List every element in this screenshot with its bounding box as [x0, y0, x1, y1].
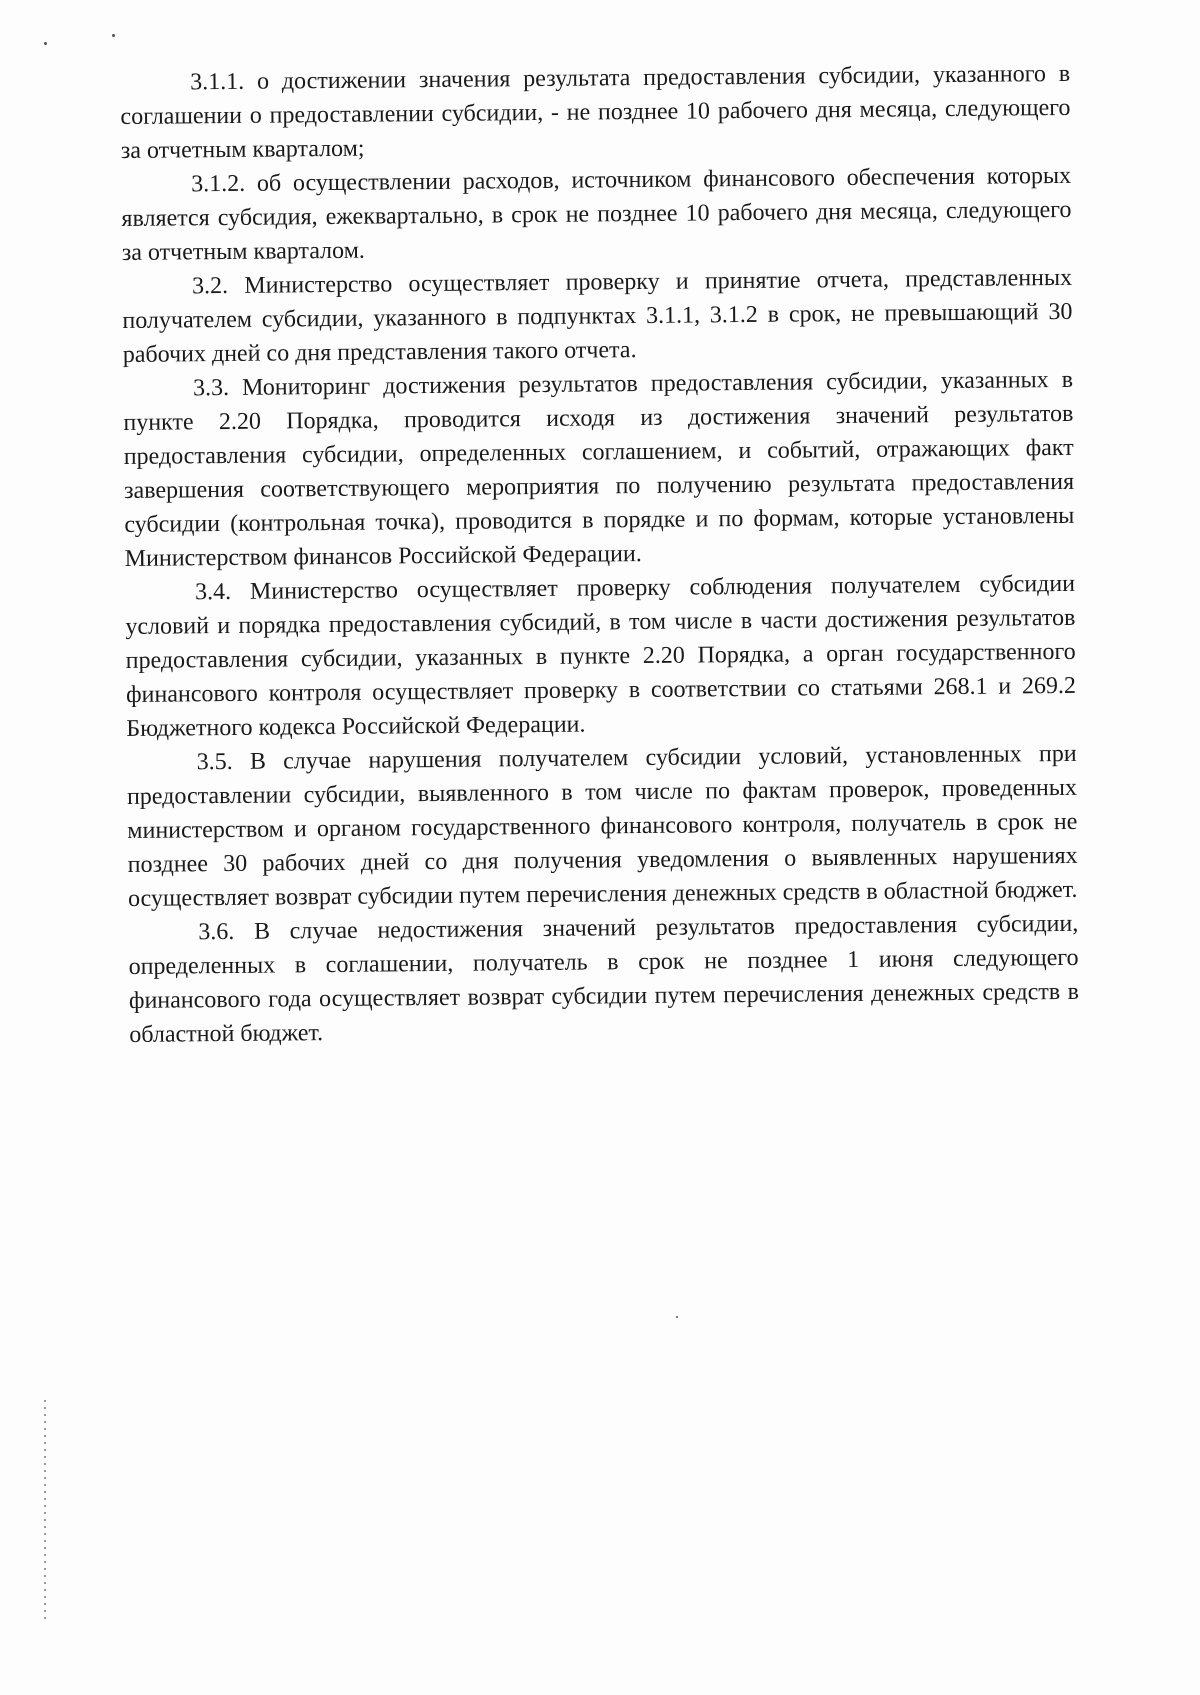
paragraph-3-2: 3.2. Министерство осуществляет проверку и принятие отчета, представленных получателем субсидии, указанного в подпунктах 3.1.1, 3.1.2 в срок, не превышающий 30 рабочих дней со дня представления такого отчета. — [122, 264, 1073, 368]
paragraph-3-1-1: 3.1.1. о достижении значения результата предоставления субсидии, указанного в соглашении о предоставлении субсидии, - не позднее 10 рабочего дня месяца, следующего за отчетным кварталом; — [120, 60, 1071, 164]
document-body — [120, 57, 1079, 1052]
paragraph-3-1-2: 3.1.2. об осуществлении расходов, источником финансового обеспечения которых является субсидия, ежеквартально, в срок не позднее 10 рабочего дня месяца, следующего за отчетным кварталом. — [121, 162, 1072, 266]
scan-speck — [676, 1316, 678, 1318]
paragraph-3-4: 3.4. Министерство осуществляет проверку соблюдения получателем субсидии условий и порядка предоставления субсидий, в том числе в части достижения результатов предоставления субсидии, указанных в пункте 2.20 Порядка, а орган государственного финансового контроля осуществляет проверку в соответствии со статьями 268.1 и 269.2 Бюджетного кодекса Российской Федерации. — [125, 570, 1077, 742]
paragraph-3-3: 3.3. Мониторинг достижения результатов предоставления субсидии, указанных в пункте 2.20 Порядка, проводится исходя из достижения значений результатов предоставления субсидии, определенных соглашением, и событий, отражающих факт завершения соответствующего мероприятия по получению результата предоставления субсидии (контрольная точка), проводится в порядке и по формам, которые установлены Министерством финансов Российской Федерации. — [123, 366, 1075, 572]
scan-speck — [112, 34, 115, 37]
paragraph-3-6: 3.6. В случае недостижения значений результатов предоставления субсидии, определенных в соглашении, получатель в срок не позднее 1 июня следующего финансового года осуществляет возврат субсидии путем перечисления денежных средств в областной бюджет. — [128, 910, 1080, 1048]
paragraph-3-5: 3.5. В случае нарушения получателем субсидии условий, установленных при предоставлении субсидии, выявленного в том числе по фактам проверок, проведенных министерством и органом государственного финансового контроля, получатель в срок не позднее 30 рабочих дней со дня получения уведомления о выявленных нарушениях осуществляет возврат субсидии путем перечисления денежных средств в областной бюджет. — [126, 740, 1078, 912]
scan-margin-artifact — [44, 1400, 46, 1620]
scan-speck — [44, 42, 47, 45]
